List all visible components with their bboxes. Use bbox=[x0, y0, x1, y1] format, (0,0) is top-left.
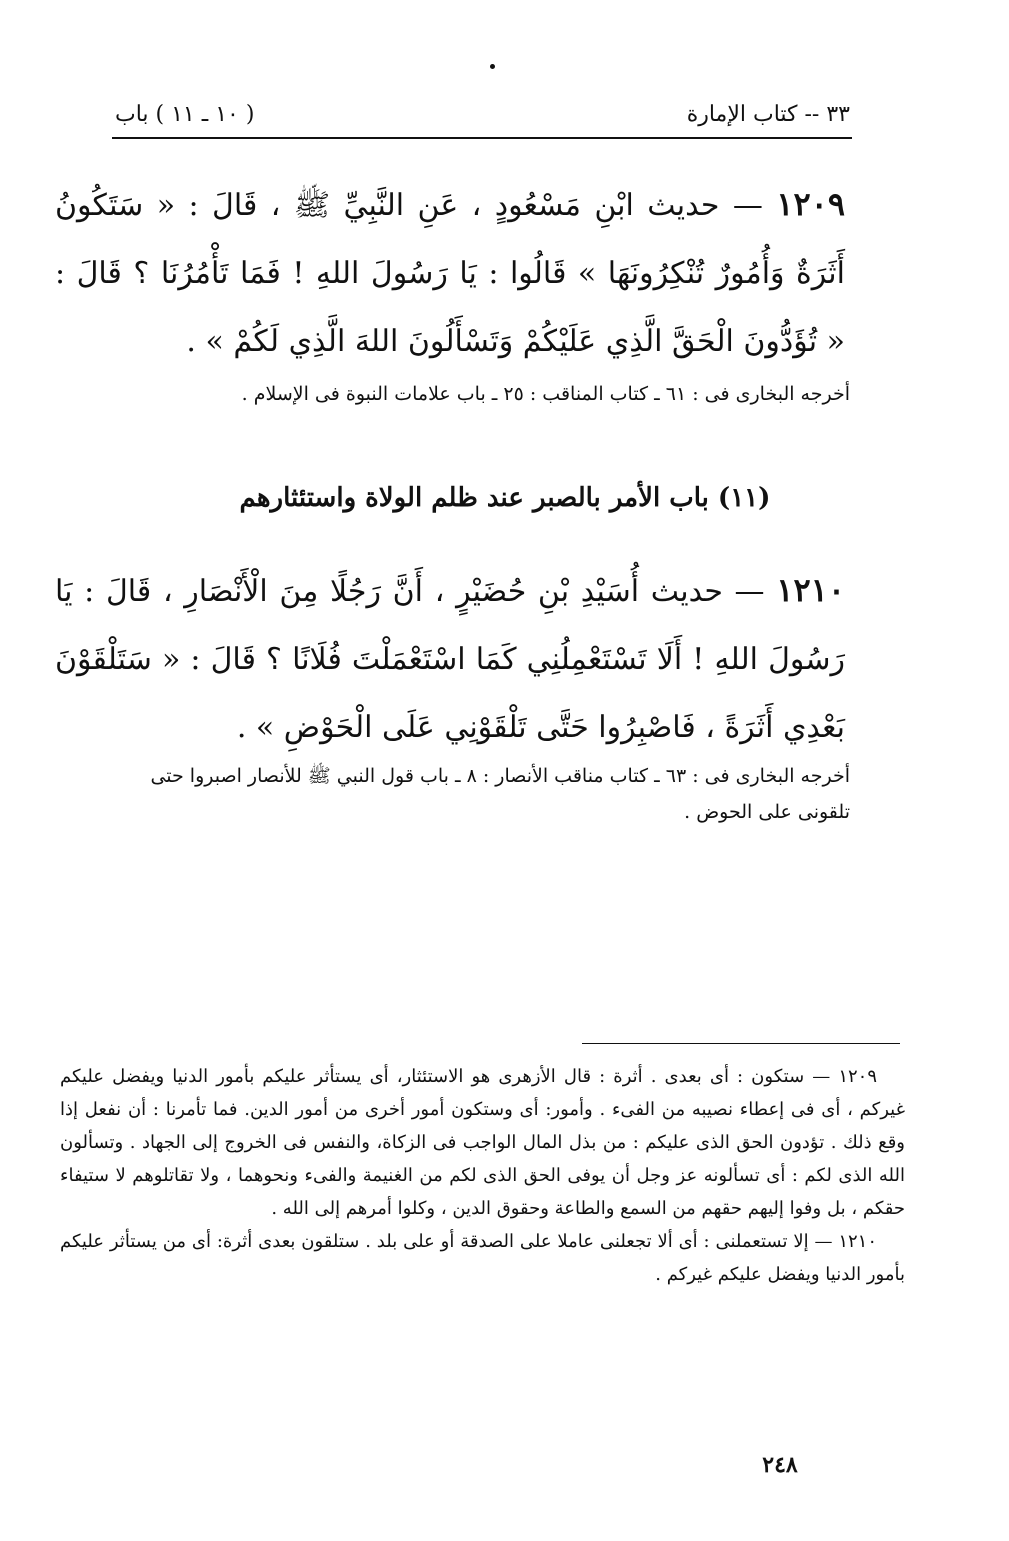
hadith-1209 bbox=[55, 170, 845, 376]
hadith-1210 bbox=[55, 556, 845, 762]
page-dot bbox=[490, 64, 495, 69]
hadith-number: ١٢٠٩ bbox=[776, 185, 845, 223]
hadith-number: ١٢١٠ bbox=[776, 571, 845, 609]
takhrij-1209: أخرجه البخارى فى : ٦١ ـ كتاب المناقب : ٢٥ ـ باب علامات النبوة فى الإسلام . bbox=[241, 383, 850, 405]
header-book-title: ٣٣ -- كتاب الإمارة bbox=[686, 101, 850, 127]
footnotes bbox=[60, 1060, 905, 1291]
page-number: ٢٤٨ bbox=[762, 1452, 798, 1478]
footnote-rule bbox=[582, 1043, 900, 1044]
running-header bbox=[115, 96, 850, 132]
hadith-text: — حديث أُسَيْدِ بْنِ حُضَيْرٍ ، أَنَّ رَجُلًا مِنَ الْأَنْصَارِ ، قَالَ : يَا رَسُولَ اللهِ ! أَلَا تَسْتَعْمِلُنِي كَمَا اسْتَعْمَلْتَ فُلَانًا ؟ قَالَ : « سَتَلْقَوْنَ بَعْدِي أَثَرَةً ، فَاصْبِرُوا حَتَّى تَلْقَوْنِي عَلَى الْحَوْضِ » . bbox=[55, 574, 845, 745]
chapter-title: (١١) باب الأمر بالصبر عند ظلم الولاة واستئثارهم bbox=[239, 483, 771, 513]
header-rule bbox=[112, 137, 852, 139]
hadith-text: — حديث ابْنِ مَسْعُودٍ ، عَنِ النَّبِيِّ ﷺ ، قَالَ : « سَتَكُونُ أَثَرَةٌ وَأُمُورٌ تُنْكِرُونَهَا » قَالُوا : يَا رَسُولَ اللهِ ! فَمَا تَأْمُرُنَا ؟ قَالَ : « تُؤَدُّونَ الْحَقَّ الَّذِي عَلَيْكُمْ وَتَسْأَلُونَ اللهَ الَّذِي لَكُمْ » . bbox=[55, 188, 845, 359]
footnote-1210: ١٢١٠ — إلا تستعملنى : أى ألا تجعلنى عاملا على الصدقة أو على بلد . ستلقون بعدى أثرة: أى من يستأثر عليكم بأمور الدنيا ويفضل عليكم غيركم . bbox=[60, 1231, 905, 1285]
takhrij-1210: أخرجه البخارى فى : ٦٣ ـ كتاب مناقب الأنصار : ٨ ـ باب قول النبي ﷺ للأنصار اصبروا حتى تلقونى على الحوض . bbox=[150, 765, 850, 823]
header-chapter-range: ( ١٠ ـ ١١ ) باب bbox=[115, 101, 255, 127]
footnote-1209: ١٢٠٩ — ستكون : أى بعدى . أثرة : قال الأزهرى هو الاستئثار، أى يستأثر عليكم بأمور الدنيا ويفضل عليكم غيركم ، أى فى إعطاء نصيبه من الفىء . وأمور: أى وستكون أمور أخرى من أمور الدين. فما تأمرنا : أن نفعل إذا وقع ذلك . تؤدون الحق الذى عليكم : من بذل المال الواجب فى الزكاة، والنفس فى الخروج إلى الجهاد . وتسألون الله الذى لكم : أى تسألونه عز وجل أن يوفى الحق الذى لكم من الغنيمة والفىء ونحوهما ، ولا تقاتلوهم لا ستيفاء حقكم ، بل وفوا إليهم حقهم من السمع والطاعة وحقوق الدين ، وكلوا أمرهم إلى الله . bbox=[60, 1066, 905, 1219]
